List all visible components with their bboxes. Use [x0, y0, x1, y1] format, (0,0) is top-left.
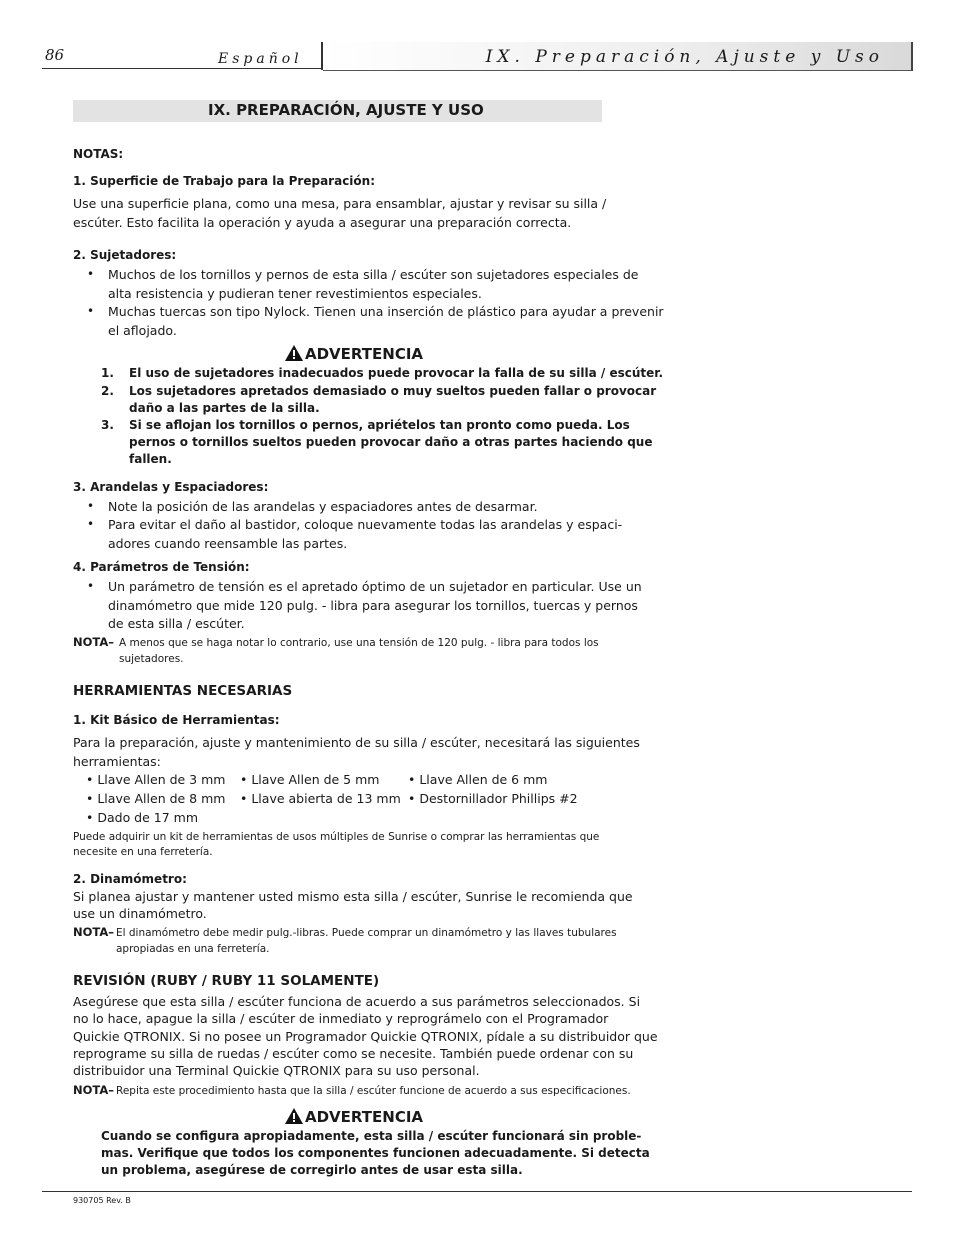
nota-line: sujetadores.	[119, 653, 184, 665]
tool-item: • Llave Allen de 8 mm	[86, 791, 226, 806]
language-label: Español	[218, 51, 303, 67]
notes-item4-bullet-line: dinamómetro que mide 120 pulg. - libra para asegurar los tornillos, tuercas y pernos	[108, 598, 638, 613]
warning-line: un problema, asegúrese de corregirlo antes de usar esta silla.	[101, 1163, 523, 1177]
notes-item1-title: 1. Superficie de Trabajo para la Preparación:	[73, 174, 376, 188]
revision-heading: REVISIÓN (RUBY / RUBY 11 SOLAMENTE)	[73, 973, 380, 989]
warning-icon	[285, 1108, 303, 1124]
notes-item2-bullet-line: Muchas tuercas son tipo Nylock. Tienen una inserción de plástico para ayudar a prevenir	[108, 304, 664, 319]
revision-line: distribuidor una Terminal Quickie QTRONIX para su uso personal.	[73, 1063, 480, 1078]
notes-heading: NOTAS:	[73, 147, 124, 161]
nota-label: NOTA–	[73, 635, 115, 649]
warning-item-line: Si se aflojan los tornillos o pernos, apriételos tan pronto como pueda. Los	[129, 418, 630, 432]
nota-line: A menos que se haga notar lo contrario, use una tensión de 120 pulg. - libra para todos los	[119, 637, 599, 649]
section-title: IX. PREPARACIÓN, AJUSTE Y USO	[208, 101, 484, 119]
tools-item2-line: Si planea ajustar y mantener usted mismo esta silla / escúter, Sunrise le recomienda que	[73, 889, 633, 904]
tool-item: • Llave Allen de 3 mm	[86, 772, 226, 787]
warning-icon	[285, 345, 303, 361]
notes-item4-bullet-line: de esta silla / escúter.	[108, 616, 245, 631]
warning-title: ADVERTENCIA	[305, 1108, 424, 1126]
tool-item: • Llave abierta de 13 mm	[240, 791, 401, 806]
bullet-icon: •	[87, 304, 95, 318]
revision-line: Quickie QTRONIX. Si no posee un Programador Quickie QTRONIX, pídale a su distribuidor que	[73, 1029, 658, 1044]
warning-title: ADVERTENCIA	[305, 345, 424, 363]
nota-line: El dinamómetro debe medir pulg.-libras. Puede comprar un dinamómetro y las llaves tubulares	[116, 927, 617, 939]
footer-rule	[42, 1191, 912, 1192]
bullet-icon: •	[87, 499, 95, 513]
notes-item1-line: escúter. Esto facilita la operación y ayuda a asegurar una preparación correcta.	[73, 215, 572, 230]
notes-item2-title: 2. Sujetadores:	[73, 248, 177, 262]
nota-line: Repita este procedimiento hasta que la silla / escúter funcione de acuerdo a sus especificaciones.	[116, 1085, 631, 1097]
tool-item: • Llave Allen de 6 mm	[408, 772, 548, 787]
notes-item2-bullet-line: el aflojado.	[108, 323, 177, 338]
tool-item: • Llave Allen de 5 mm	[240, 772, 380, 787]
warning-item-line: El uso de sujetadores inadecuados puede provocar la falla de su silla / escúter.	[129, 366, 664, 380]
notes-item3-bullet-line: adores cuando reensamble las partes.	[108, 536, 348, 551]
tool-item: • Dado de 17 mm	[86, 810, 199, 825]
tools-item1-line: Para la preparación, ajuste y mantenimiento de su silla / escúter, necesitará las siguientes	[73, 735, 640, 750]
warning-item-number: 1.	[101, 366, 114, 380]
tools-item2-line: use un dinamómetro.	[73, 906, 207, 921]
footer-doc-number: 930705 Rev. B	[73, 1196, 131, 1205]
warning-heading	[285, 1108, 423, 1126]
warning-heading	[285, 345, 423, 363]
nota-label: NOTA–	[73, 1083, 115, 1097]
revision-line: Asegúrese que esta silla / escúter funciona de acuerdo a sus parámetros seleccionados. Si	[73, 994, 641, 1009]
notes-item3-title: 3. Arandelas y Espaciadores:	[73, 480, 269, 494]
bullet-icon: •	[87, 267, 95, 281]
notes-item2-bullet-line: Muchos de los tornillos y pernos de esta silla / escúter son sujetadores especiales de	[108, 267, 639, 282]
warning-line: mas. Verifique que todos los componentes funcionen adecuadamente. Si detecta	[101, 1146, 650, 1160]
notes-item4-bullet-line: Un parámetro de tensión es el apretado óptimo de un sujetador en particular. Use un	[108, 579, 642, 594]
tools-small-line: necesite en una ferretería.	[73, 846, 213, 858]
page-number: 86	[45, 46, 65, 64]
warning-item-line: pernos o tornillos sueltos pueden provocar daño a otras partes haciendo que	[129, 435, 653, 449]
tools-heading: HERRAMIENTAS NECESARIAS	[73, 683, 293, 699]
tools-item1-title: 1. Kit Básico de Herramientas:	[73, 713, 280, 727]
bullet-icon: •	[87, 579, 95, 593]
notes-item4-title: 4. Parámetros de Tensión:	[73, 560, 250, 574]
warning-line: Cuando se configura apropiadamente, esta silla / escúter funcionará sin proble-	[101, 1129, 642, 1143]
notes-item1-line: Use una superficie plana, como una mesa, para ensamblar, ajustar y revisar su silla /	[73, 196, 607, 211]
nota-label: NOTA–	[73, 925, 115, 939]
bullet-icon: •	[87, 517, 95, 531]
notes-item3-bullet-line: Note la posición de las arandelas y espaciadores antes de desarmar.	[108, 499, 538, 514]
tools-item2-title: 2. Dinamómetro:	[73, 872, 187, 886]
notes-item3-bullet-line: Para evitar el daño al bastidor, coloque nuevamente todas las arandelas y espaci-	[108, 517, 623, 532]
nota-line: apropiadas en una ferretería.	[116, 943, 270, 955]
warning-item-line: daño a las partes de la silla.	[129, 401, 320, 415]
revision-line: reprograme su silla de ruedas / escúter como se necesite. También puede ordenar con su	[73, 1046, 634, 1061]
tools-item1-line: herramientas:	[73, 754, 161, 769]
warning-item-number: 3.	[101, 418, 114, 432]
tools-small-line: Puede adquirir un kit de herramientas de usos múltiples de Sunrise o comprar las herramientas que	[73, 831, 600, 843]
chapter-title: IX. Preparación, Ajuste y Uso	[485, 47, 884, 67]
header-rule	[42, 68, 322, 69]
tool-item: • Destornillador Phillips #2	[408, 791, 578, 806]
notes-item2-bullet-line: alta resistencia y pudieran tener revestimientos especiales.	[108, 286, 482, 301]
warning-item-line: fallen.	[129, 452, 172, 466]
revision-line: no lo hace, apague la silla / escúter de inmediato y reprográmelo con el Programador	[73, 1011, 609, 1026]
warning-item-line: Los sujetadores apretados demasiado o muy sueltos pueden fallar o provocar	[129, 384, 657, 398]
warning-item-number: 2.	[101, 384, 114, 398]
